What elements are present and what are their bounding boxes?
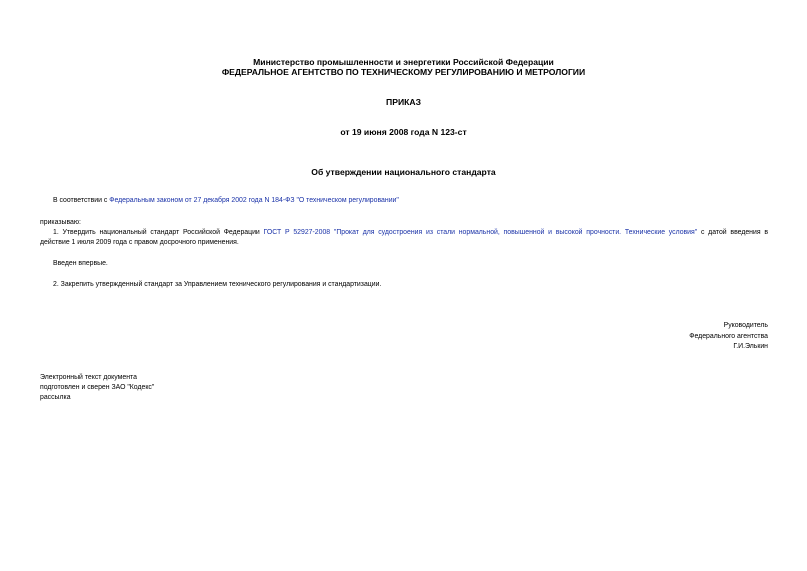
gost-link[interactable]: ГОСТ Р 52927-2008 "Прокат для судостроения из стали нормальной, повышенной и высокой прочности. Технические условия" xyxy=(263,229,698,236)
signature-position: Руководитель xyxy=(723,322,768,329)
federal-law-link[interactable]: Федеральным законом от 27 декабря 2002 года N 184-ФЗ "О техническом регулировании" xyxy=(109,197,399,204)
intro-paragraph xyxy=(53,196,399,206)
item1-line1 xyxy=(40,228,768,238)
item1-suffix: с датой введения в xyxy=(697,229,768,236)
signature-name: Г.И.Элькин xyxy=(733,343,768,350)
footer-line-2: подготовлен и сверен ЗАО "Кодекс" xyxy=(40,384,155,391)
intro-prefix: В соответствии с xyxy=(53,197,110,204)
intro-note: Введен впервые. xyxy=(53,260,108,267)
ministry-title: Министерство промышленности и энергетики Российской Федерации xyxy=(253,57,554,67)
agency-title: ФЕДЕРАЛЬНОЕ АГЕНТСТВО ПО ТЕХНИЧЕСКОМУ РЕГУЛИРОВАНИЮ И МЕТРОЛОГИИ xyxy=(221,67,586,77)
item1-line2: действие 1 июля 2009 года с правом досрочного применения. xyxy=(40,239,239,246)
order-date-number: от 19 июня 2008 года N 123-ст xyxy=(340,127,467,137)
order-word: приказываю: xyxy=(40,219,81,226)
footer-line-1: Электронный текст документа xyxy=(40,374,137,381)
document-type: ПРИКАЗ xyxy=(386,97,421,107)
item1-prefix: 1. Утвердить национальный стандарт Российской Федерации xyxy=(53,229,264,236)
item2-paragraph: 2. Закрепить утвержденный стандарт за Управлением технического регулирования и стандартизации. xyxy=(53,281,382,288)
footer-line-3: рассылка xyxy=(40,394,71,401)
signature-agency: Федерального агентства xyxy=(689,333,768,340)
order-subject: Об утверждении национального стандарта xyxy=(311,167,496,177)
